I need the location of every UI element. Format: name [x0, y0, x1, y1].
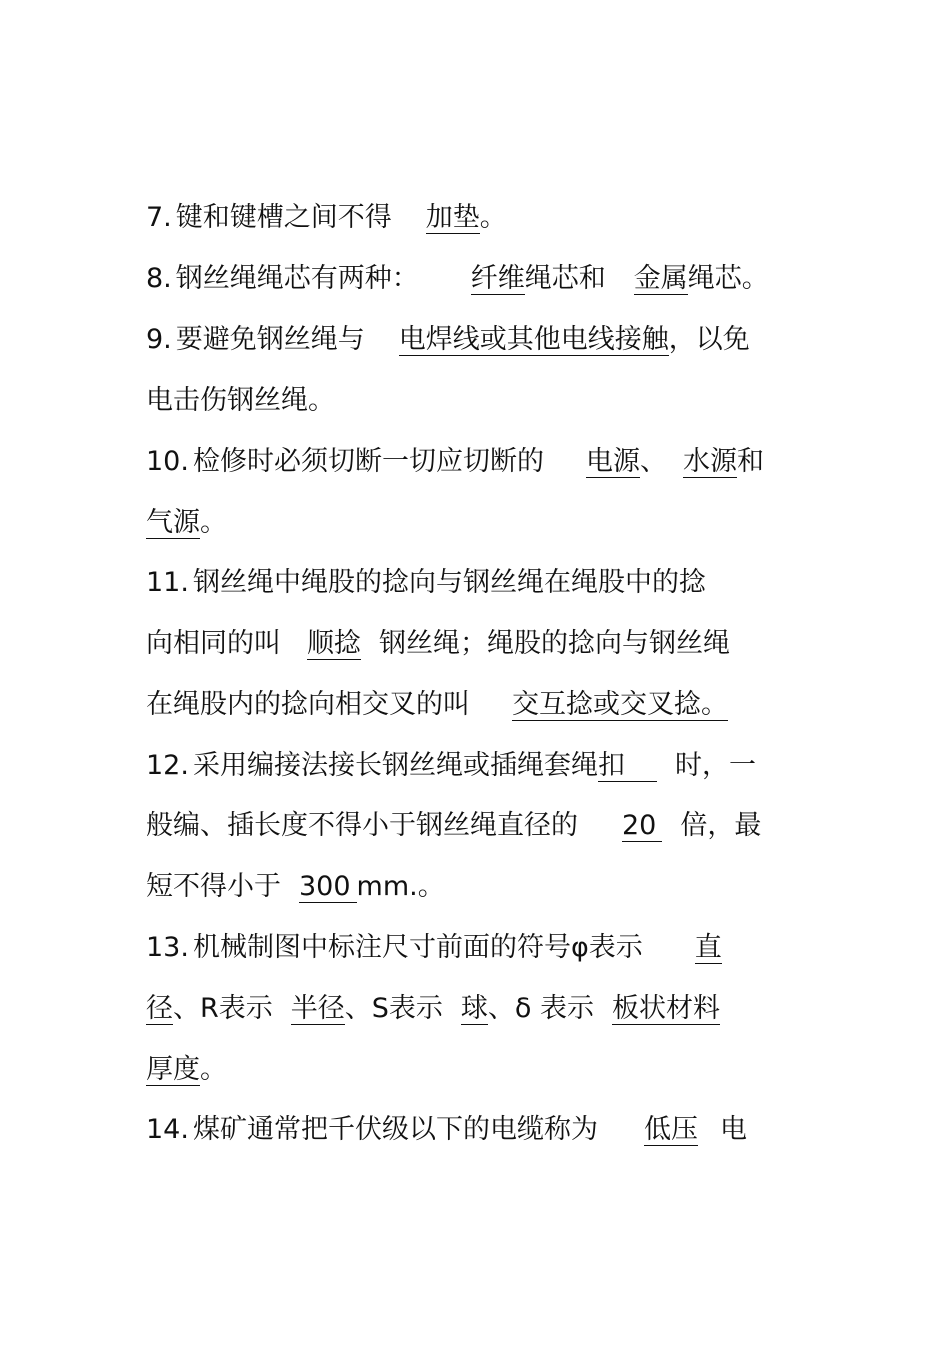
question-12-cont-1: [146, 806, 806, 846]
question-13-cont-2: [146, 1050, 806, 1090]
question-text: 钢丝绳；绳股的捻向与钢丝绳: [379, 628, 730, 659]
answer-blank: 低压: [643, 1114, 698, 1145]
question-text: 。: [200, 1054, 227, 1085]
question-text: 向相同的叫: [146, 628, 281, 659]
question-text: 在绳股内的捻向相交叉的叫: [146, 689, 470, 720]
question-number: 13.: [146, 932, 189, 963]
question-text: 般编、插长度不得小于钢丝绳直径的: [146, 810, 578, 841]
question-7: [146, 198, 806, 238]
answer-blank: 顺捻: [307, 628, 361, 659]
question-text: mm.。: [356, 871, 445, 902]
question-text: 钢丝绳绳芯有两种：: [175, 263, 419, 294]
question-text: 、S表示: [344, 993, 443, 1024]
question-13: [146, 928, 806, 968]
question-9: [146, 320, 806, 360]
question-text: 机械制图中标注尺寸前面的符号φ表示: [192, 932, 643, 963]
question-text: 要避免钢丝绳与: [175, 324, 365, 355]
question-text: 钢丝绳中绳股的捻向与钢丝绳在绳股中的捻: [192, 567, 706, 598]
answer-blank: 扣: [598, 750, 657, 782]
answer-blank: 金属: [633, 263, 688, 294]
answer-blank: 加垫: [425, 202, 480, 233]
answer-blank: 交互捻或交叉捻: [512, 689, 701, 720]
answer-blank: 气源: [146, 507, 200, 538]
question-number: 9.: [146, 324, 172, 355]
question-text: 绳芯。: [687, 263, 769, 294]
question-number: 14.: [146, 1114, 189, 1145]
answer-blank: 电源: [585, 446, 640, 477]
question-text: 短不得小于: [146, 871, 281, 902]
question-text: 、R表示: [173, 993, 273, 1024]
question-text: ，以免: [668, 324, 750, 355]
answer-blank: 20: [622, 810, 662, 842]
question-12-cont-2: [146, 867, 806, 907]
question-text: 检修时必须切断一切应切断的: [192, 446, 544, 477]
question-text: 煤矿通常把千伏级以下的电缆称为: [192, 1114, 598, 1145]
question-10: [146, 442, 806, 482]
question-11: [146, 563, 806, 603]
answer-blank: 纤维: [470, 263, 525, 294]
answer-blank: 板状材料: [612, 993, 721, 1024]
answer-blank: 直: [694, 932, 722, 963]
question-text: 倍，最: [680, 810, 762, 841]
answer-blank: 球: [460, 993, 488, 1024]
question-text: 和: [736, 446, 764, 477]
answer-blank: 水源: [682, 446, 737, 477]
question-text: 。: [200, 507, 227, 538]
question-number: 7.: [146, 202, 172, 233]
question-text: 时，一: [674, 750, 756, 781]
question-text: 绳芯和: [524, 263, 606, 294]
answer-blank: 电焊线或其他电线接触: [398, 324, 669, 355]
question-13-cont-1: [146, 989, 806, 1029]
question-text: 采用编接法接长钢丝绳或插绳套绳: [192, 750, 598, 781]
question-number: 12.: [146, 750, 189, 781]
question-10-cont: [146, 503, 806, 543]
answer-blank: 半径: [290, 993, 345, 1024]
question-14: [146, 1110, 806, 1150]
question-number: 11.: [146, 567, 189, 598]
question-8: [146, 259, 806, 299]
question-number: 10.: [146, 446, 189, 477]
question-11-cont-2: [146, 685, 806, 725]
question-11-cont-1: [146, 624, 806, 664]
question-9-cont: [146, 381, 806, 421]
question-text: 键和键槽之间不得: [175, 202, 392, 233]
question-text: 、: [639, 446, 667, 477]
question-text: 。: [479, 202, 507, 233]
question-12: [146, 746, 806, 786]
question-text: 、δ 表示: [487, 993, 595, 1024]
question-number: 8.: [146, 263, 172, 294]
answer-blank: 300: [299, 871, 357, 903]
question-text: 电击伤钢丝绳。: [146, 385, 335, 416]
question-text: 。: [701, 689, 728, 720]
question-text: 电: [719, 1114, 747, 1145]
answer-blank: 径: [146, 993, 173, 1024]
answer-blank: 厚度: [146, 1054, 200, 1085]
